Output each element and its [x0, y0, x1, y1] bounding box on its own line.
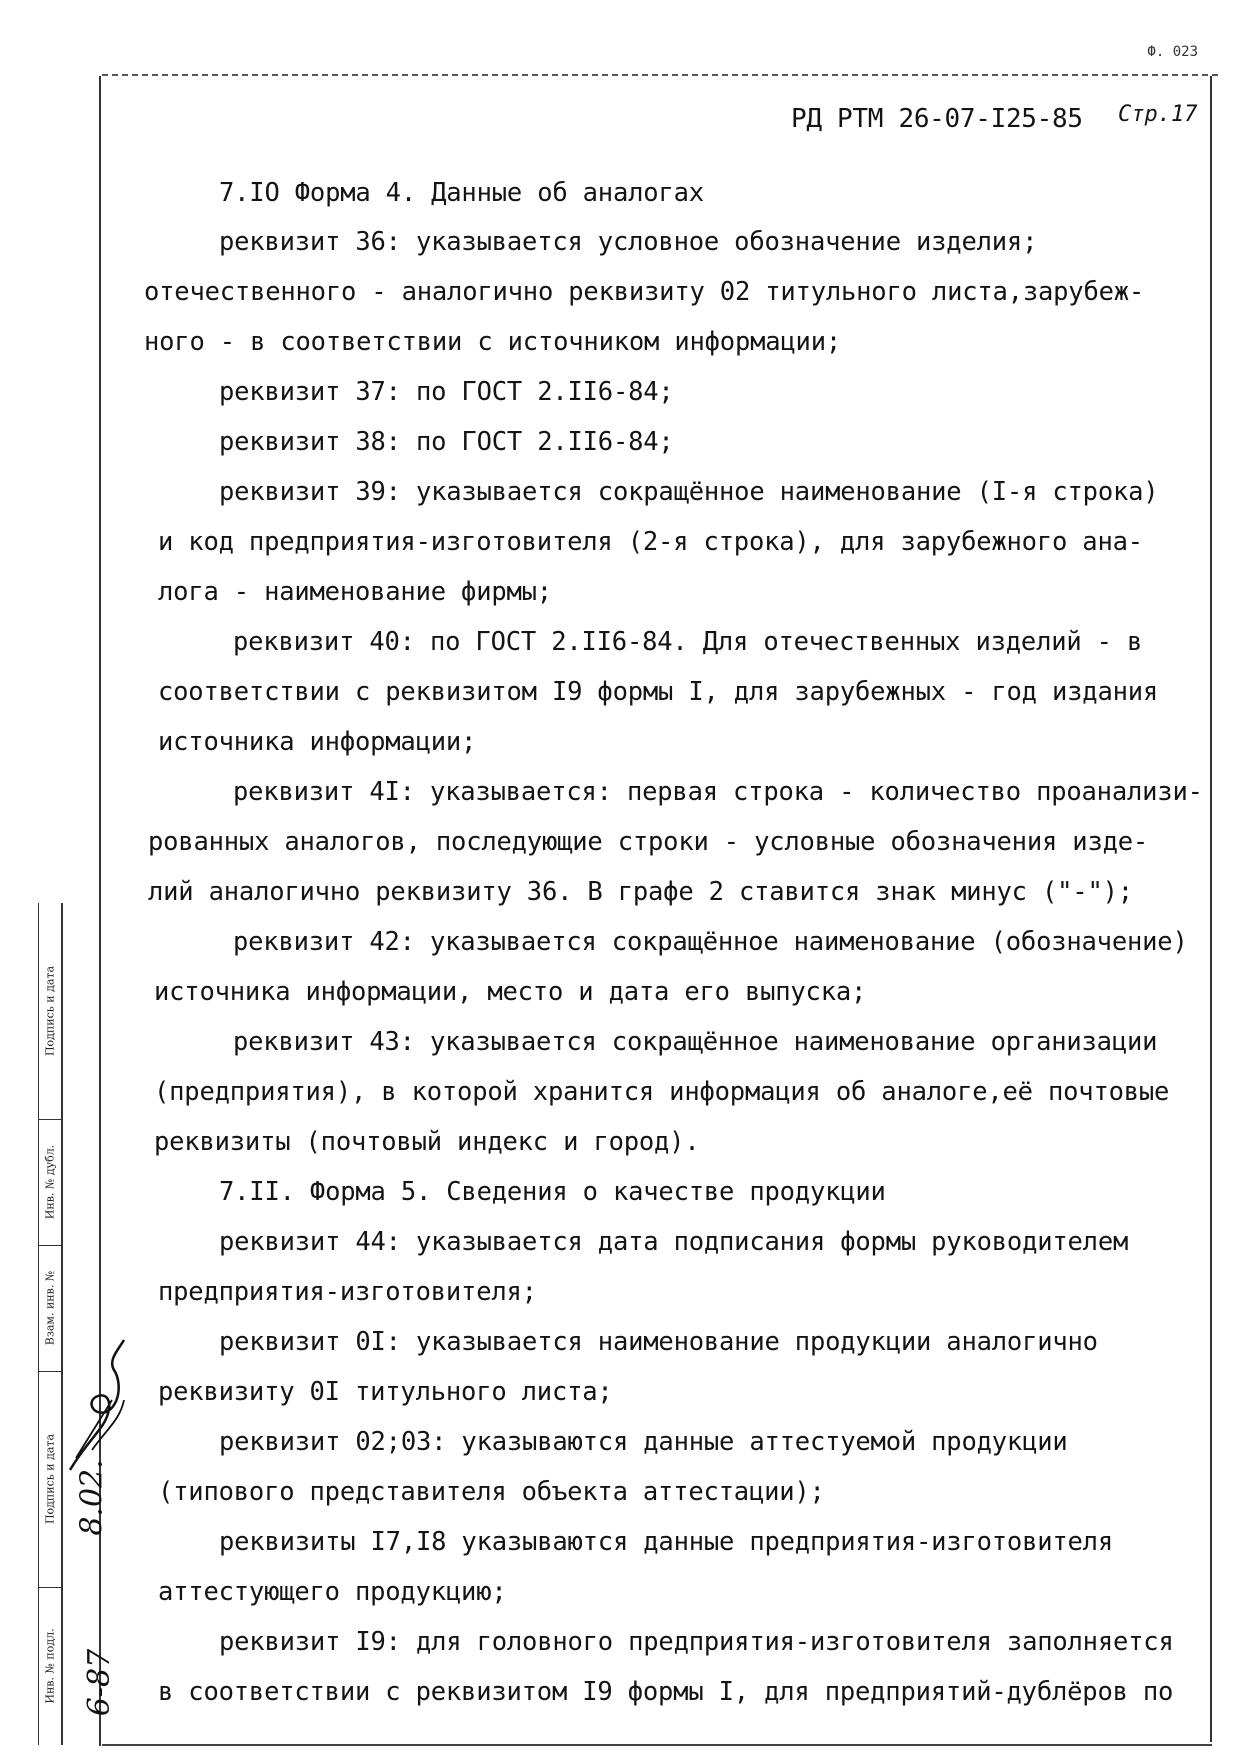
text-line: 7.II. Форма 5. Сведения о качестве продукции: [219, 1177, 886, 1207]
text-line: реквизит I9: для головного предприятия-изготовителя заполняется: [219, 1627, 1174, 1657]
text-line: соответствии с реквизитом I9 формы I, для зарубежных - год издания: [158, 677, 1159, 707]
text-line: отечественного - аналогично реквизиту 02 титульного листа,зарубеж-: [144, 277, 1145, 307]
text-line: (типового представителя объекта аттестации);: [158, 1477, 825, 1507]
frame-right: [1210, 76, 1212, 1742]
text-line: реквизит 40: по ГОСТ 2.II6-84. Для отечественных изделий - в: [233, 627, 1143, 657]
text-line: источника информации;: [158, 727, 477, 757]
text-line: 7.IO Форма 4. Данные об аналогах: [219, 178, 704, 208]
text-line: реквизиты I7,I8 указываются данные предприятия-изготовителя: [219, 1527, 1113, 1557]
text-line: источника информации, место и дата его выпуска;: [154, 977, 867, 1007]
text-line: реквизит 37: по ГОСТ 2.II6-84;: [219, 377, 674, 407]
stamp-cell-replacement-inv: Взам. инв. №: [39, 1245, 61, 1372]
text-line: реквизит 38: по ГОСТ 2.II6-84;: [219, 427, 674, 457]
handwritten-date: 8.02.: [74, 1459, 110, 1536]
text-line: реквизит 44: указывается дата подписания формы руководителем: [219, 1227, 1129, 1257]
text-line: реквизит 36: указывается условное обозначение изделия;: [219, 227, 1038, 257]
margin-stamp: [38, 903, 63, 1745]
form-code: Ф. 023: [1147, 44, 1198, 60]
text-line: реквизиты (почтовый индекс и город).: [154, 1127, 700, 1157]
text-line: реквизит 4I: указывается: первая строка - количество проанализи-: [233, 777, 1203, 807]
text-line: лий аналогично реквизиту 36. В графе 2 ставится знак минус ("-");: [148, 877, 1133, 907]
document-header: РД РТМ 26-07-I25-85: [791, 104, 1083, 134]
text-line: в соответствии с реквизитом I9 формы I, для предприятий-дублёров по: [158, 1677, 1174, 1707]
stamp-cell-signature-date: Подпись и дата: [39, 903, 61, 1120]
stamp-cell-signature-date-2: Подпись и дата: [39, 1371, 61, 1588]
stamp-cell-original-inv: Инв. № подл.: [43, 1628, 57, 1704]
text-line: реквизит 39: указывается сокращённое наименование (I-я строка): [219, 477, 1159, 507]
text-line: ного - в соответствии с источником информации;: [144, 327, 842, 357]
text-line: предприятия-изготовителя;: [158, 1277, 537, 1307]
text-line: реквизит 02;03: указываются данные аттестуемой продукции: [219, 1427, 1068, 1457]
handwritten-signature: [62, 1330, 132, 1480]
text-line: и код предприятия-изготовителя (2-я строка), для зарубежного ана-: [158, 527, 1143, 557]
handwritten-inv-number: 6-87: [82, 1648, 118, 1717]
text-line: аттестующего продукцию;: [158, 1577, 507, 1607]
top-rule: [102, 74, 1218, 76]
bottom-rule: [102, 1744, 1212, 1746]
text-line: лога - наименование фирмы;: [158, 577, 552, 607]
text-line: рованных аналогов, последующие строки - условные обозначения изде-: [148, 827, 1149, 857]
text-line: реквизит 43: указывается сокращённое наименование организации: [233, 1027, 1158, 1057]
page-number: Стр.17: [1118, 102, 1198, 127]
text-line: реквизиту 0I титульного листа;: [158, 1377, 613, 1407]
text-line: (предприятия), в которой хранится информация об аналоге,её почтовые: [154, 1077, 1170, 1107]
stamp-cell-duplicate-inv: Инв. № дубл.: [39, 1119, 61, 1246]
text-line: реквизит 42: указывается сокращённое наименование (обозначение): [233, 927, 1188, 957]
text-line: реквизит 0I: указывается наименование продукции аналогично: [219, 1327, 1098, 1357]
